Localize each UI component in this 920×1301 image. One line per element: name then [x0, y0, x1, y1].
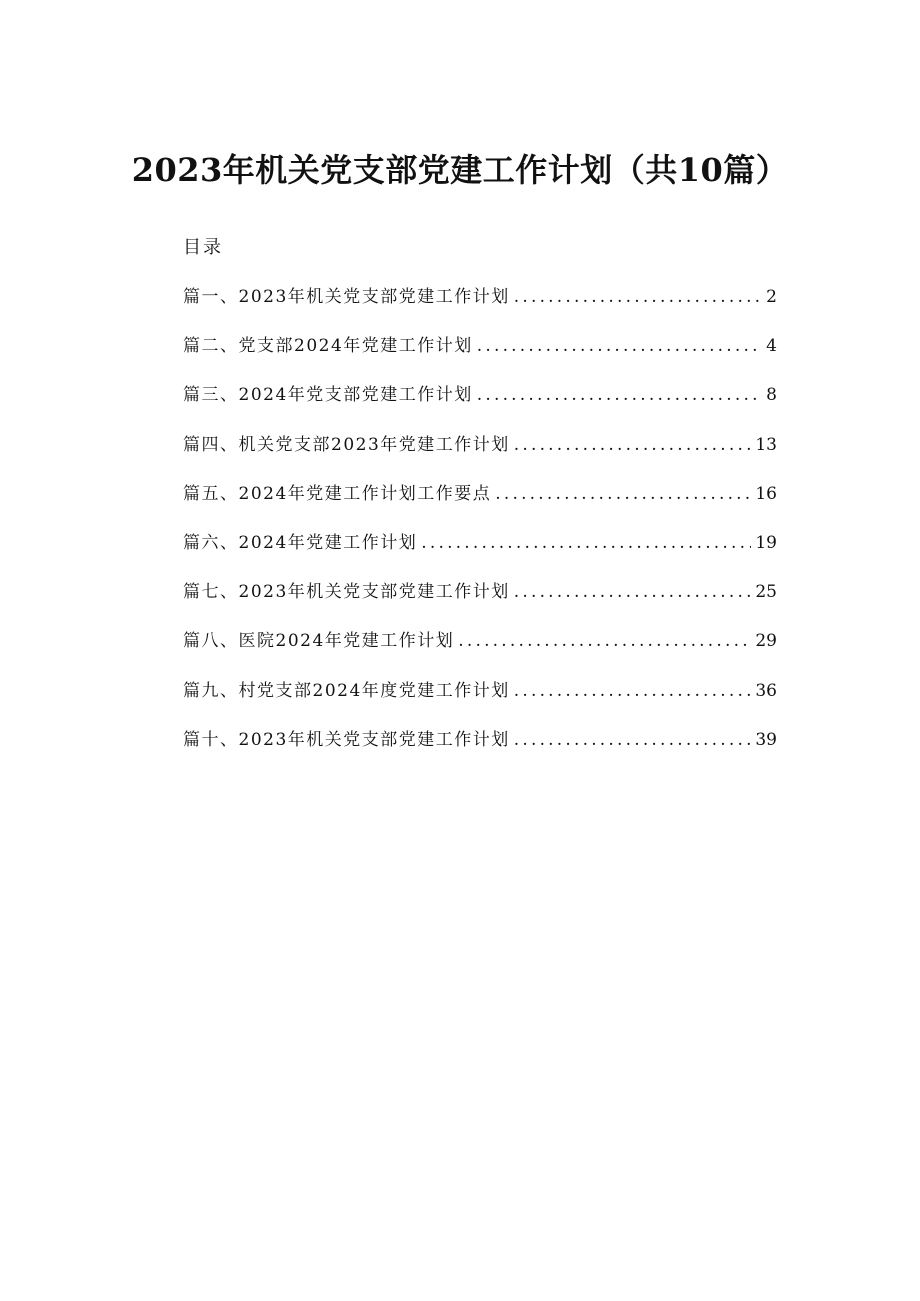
toc-entry-page: 4 [766, 336, 777, 357]
toc-entry-10[interactable] [183, 728, 777, 777]
toc-entry-label: 篇四、机关党支部2023年党建工作计划 [183, 434, 510, 455]
toc-entry-label: 篇二、党支部2024年党建工作计划 [183, 336, 473, 357]
toc-entry-label: 篇七、2023年机关党支部党建工作计划 [183, 582, 510, 603]
toc-entry-8[interactable] [183, 629, 777, 678]
toc-entry-page: 29 [755, 631, 777, 652]
toc-dot-leader [495, 482, 751, 506]
toc-entry-page: 13 [755, 434, 777, 455]
toc-entry-4[interactable] [183, 433, 777, 482]
toc-entry-7[interactable] [183, 580, 777, 629]
toc-entry-page: 36 [755, 680, 777, 701]
toc-dot-leader [514, 580, 752, 604]
toc-entry-page: 8 [766, 385, 777, 406]
toc-heading: 目录 [183, 237, 223, 258]
toc-entry-page: 25 [755, 582, 777, 603]
toc-entry-label: 篇十、2023年机关党支部党建工作计划 [183, 729, 510, 750]
toc-dot-leader [458, 629, 751, 653]
toc-entry-page: 16 [755, 483, 777, 504]
toc-entry-page: 19 [755, 532, 777, 553]
toc-dot-leader [514, 285, 762, 309]
toc-dot-leader [514, 728, 752, 752]
toc-entry-label: 篇一、2023年机关党支部党建工作计划 [183, 287, 510, 307]
toc-dot-leader [477, 383, 762, 407]
toc-entry-2[interactable] [183, 334, 777, 383]
toc-dot-leader [421, 531, 751, 555]
toc-entry-3[interactable] [183, 383, 777, 432]
toc-entry-label: 篇三、2024年党支部党建工作计划 [183, 385, 473, 406]
toc-entry-5[interactable] [183, 482, 777, 531]
table-of-contents [183, 285, 777, 777]
toc-entry-page: 2 [766, 287, 777, 307]
toc-entry-page: 39 [755, 729, 777, 750]
toc-entry-label: 篇八、医院2024年党建工作计划 [183, 631, 455, 652]
toc-dot-leader [514, 679, 752, 703]
toc-entry-label: 篇五、2024年党建工作计划工作要点 [183, 483, 492, 504]
toc-entry-1[interactable] [183, 285, 777, 334]
toc-entry-9[interactable] [183, 679, 777, 728]
toc-dot-leader [477, 334, 762, 358]
toc-dot-leader [514, 433, 752, 457]
document-title: 2023年机关党支部党建工作计划（共10篇） [131, 151, 789, 189]
toc-entry-6[interactable] [183, 531, 777, 580]
toc-entry-label: 篇六、2024年党建工作计划 [183, 532, 418, 553]
toc-entry-label: 篇九、村党支部2024年度党建工作计划 [183, 680, 510, 701]
